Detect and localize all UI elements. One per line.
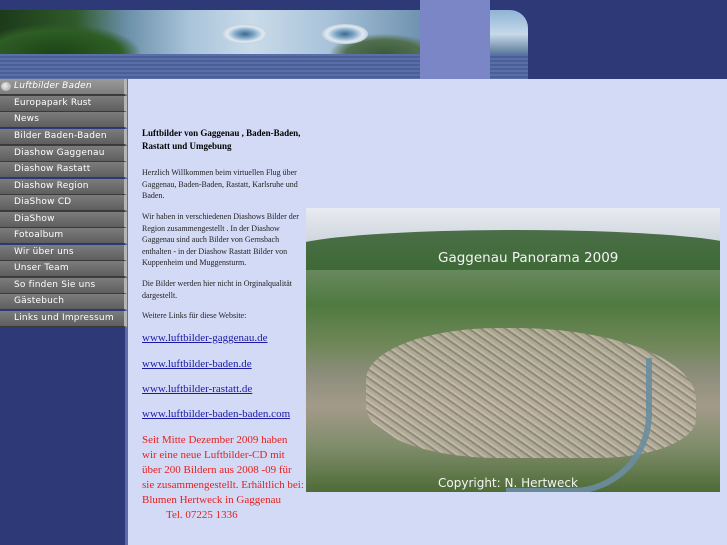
phone-number: Tel. 07225 1336 bbox=[166, 509, 238, 521]
link-luftbilder-gaggenau[interactable]: www.luftbilder-gaggenau.de bbox=[142, 332, 268, 344]
active-bullet-icon bbox=[1, 82, 11, 91]
nav-item-label: So finden Sie uns bbox=[14, 280, 96, 290]
nav-item-label: Gästebuch bbox=[14, 296, 65, 306]
main-content bbox=[128, 79, 727, 545]
more-links-label: Weitere Links für diese Website: bbox=[142, 311, 247, 320]
nav-item-wir-ueber-uns[interactable] bbox=[0, 245, 127, 261]
nav-item-label: Unser Team bbox=[14, 263, 69, 273]
nav-item-diashow-gaggenau[interactable] bbox=[0, 146, 127, 162]
panorama-river bbox=[506, 358, 652, 492]
nav-item-unser-team[interactable] bbox=[0, 261, 127, 277]
nav-item-label: Diashow Region bbox=[14, 181, 89, 191]
header-right-strip bbox=[490, 54, 528, 79]
left-eye-image bbox=[222, 24, 268, 44]
nav-item-label: Links und Impressum bbox=[14, 313, 114, 323]
nav-item-label: DiaShow CD bbox=[14, 197, 72, 207]
nav-item-links-und-impressum[interactable] bbox=[0, 311, 127, 327]
cd-announcement bbox=[142, 433, 304, 523]
nav-item-news[interactable] bbox=[0, 112, 127, 128]
welcome-text: Herzlich Willkommen beim virtuellen Flug über Gaggenau, Baden-Baden, Rastatt, Karlsruhe und Baden. bbox=[142, 168, 298, 200]
page-header bbox=[0, 0, 727, 79]
diashows-text: Wir haben in verschiedenen Diashows Bilder der Region zusammengestellt . In der Diashow Gaggenau sind auch Bilder von Gernsbach enthalten - in der Diashow Rastatt Bilder von Kuppenheim und Muggensturm. bbox=[142, 212, 299, 267]
nav-item-label: Bilder Baden-Baden bbox=[14, 131, 107, 141]
header-banner-image bbox=[0, 10, 420, 54]
nav-item-label: News bbox=[14, 114, 40, 124]
nav-item-so-finden-sie-uns[interactable] bbox=[0, 278, 127, 294]
page-title: Luftbilder von Gaggenau , Baden-Baden, Rastatt und Umgebung bbox=[142, 128, 301, 151]
nav-item-luftbilder-baden[interactable] bbox=[0, 79, 127, 95]
header-hills bbox=[0, 24, 140, 54]
nav-item-diashow[interactable] bbox=[0, 212, 127, 228]
link-luftbilder-baden[interactable]: www.luftbilder-baden.de bbox=[142, 358, 252, 370]
nav-item-diashow-cd[interactable] bbox=[0, 195, 127, 211]
quality-note: Die Bilder werden hier nicht in Orginalqualität dargestellt. bbox=[142, 279, 293, 300]
nav-item-label: DiaShow bbox=[14, 214, 55, 224]
nav-item-label: Wir über uns bbox=[14, 247, 74, 257]
link-luftbilder-baden-baden[interactable]: www.luftbilder-baden-baden.com bbox=[142, 408, 291, 420]
panorama-copyright: Copyright: N. Hertweck bbox=[438, 476, 578, 490]
nav-item-label: Diashow Gaggenau bbox=[14, 148, 105, 158]
header-right-image bbox=[490, 10, 528, 54]
nav-item-label: Fotoalbum bbox=[14, 230, 64, 240]
announcement-text: Seit Mitte Dezember 2009 haben wir eine neue Luftbilder-CD mit über 200 Bildern aus 2008 -09 für sie zusammengestellt. Erhältlich bei: Blumen Hertweck in Gaggenau bbox=[142, 434, 304, 506]
nav-item-label: Luftbilder Baden bbox=[14, 81, 92, 91]
right-eye-image bbox=[322, 24, 368, 44]
nav-item-diashow-region[interactable] bbox=[0, 179, 127, 195]
nav-item-europapark-rust[interactable] bbox=[0, 96, 127, 112]
header-tab-block bbox=[420, 0, 490, 79]
nav-item-bilder-baden-baden[interactable] bbox=[0, 129, 127, 145]
header-strip bbox=[0, 54, 420, 79]
nav-item-gaestebuch[interactable] bbox=[0, 294, 127, 310]
nav-item-label: Diashow Rastatt bbox=[14, 164, 91, 174]
nav-item-fotoalbum[interactable] bbox=[0, 228, 127, 244]
panorama-caption: Gaggenau Panorama 2009 bbox=[438, 250, 619, 266]
nav-item-diashow-rastatt[interactable] bbox=[0, 162, 127, 178]
link-luftbilder-rastatt[interactable]: www.luftbilder-rastatt.de bbox=[142, 383, 253, 395]
nav-item-label: Europapark Rust bbox=[14, 98, 92, 108]
panorama-image bbox=[306, 208, 720, 492]
